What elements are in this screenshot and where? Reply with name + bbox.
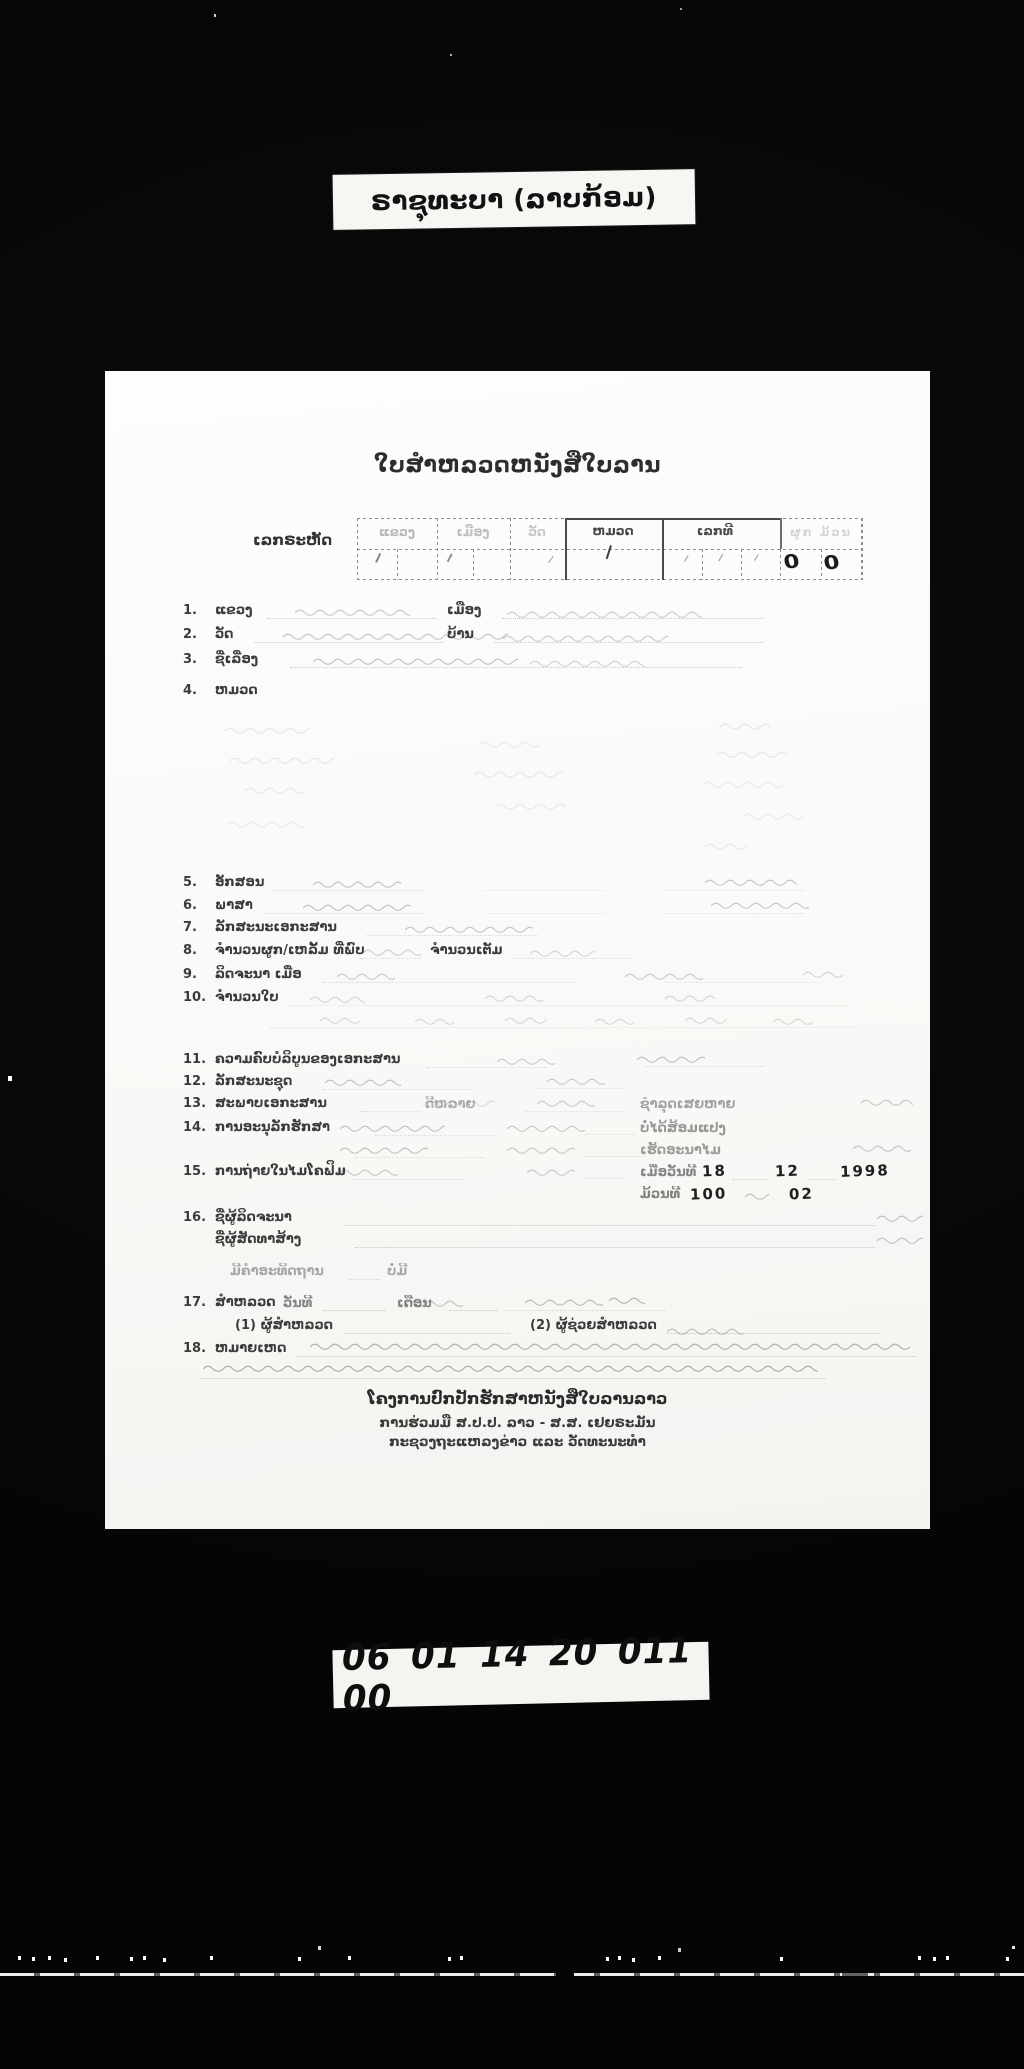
- field-15-roll-label: ມ້ວນທີ: [640, 1187, 681, 1202]
- handwriting-mark: [227, 817, 305, 836]
- field-14-preservation-label: ການອະນຸລັກຮັກສາ: [215, 1120, 330, 1135]
- handwriting-mark: [530, 946, 595, 965]
- handwriting-mark: [405, 922, 533, 941]
- handwriting-mark: [743, 809, 803, 828]
- dotted-leader: [485, 889, 605, 891]
- field-9-composed-label: ລິດຈະນາ ເມື່ອ: [215, 967, 302, 982]
- film-scratch-gap: [556, 1972, 574, 1976]
- handwriting-mark: [340, 1143, 428, 1162]
- field-14-option-norepair: ບໍ່ໄດ້ສ້ອມແປງ: [640, 1121, 726, 1136]
- handwriting-mark: [310, 992, 365, 1011]
- field-15-number: 15.: [183, 1164, 207, 1179]
- handwriting-mark: [245, 783, 305, 802]
- dotted-leader: [585, 1177, 625, 1179]
- col-temple: ວັດ: [528, 524, 546, 539]
- field-4-section-label: ຫມວດ: [215, 683, 258, 698]
- field-15-microfilm-label: ການຖ່າຍໃນໄມໂຄຟິມ: [215, 1164, 346, 1179]
- handwritten-sequence: 02: [788, 1184, 815, 1204]
- field-1-number: 1.: [183, 603, 197, 618]
- field-16-sponsor-label: ຊື່ຜູ້ສັດທາສ້າງ: [215, 1232, 302, 1247]
- field-12-set-label: ລັກສະນະຊຸດ: [215, 1074, 293, 1089]
- col-number: ເລກທີ: [696, 523, 734, 538]
- handwriting-mark: [505, 1013, 547, 1032]
- handwriting-mark: [717, 747, 787, 766]
- handwritten-year: 1998: [839, 1161, 891, 1181]
- col-section: ຫມວດ: [592, 523, 634, 538]
- frame-code-text: 06 01 14 20 011 00: [341, 1630, 693, 1721]
- field-18-number: 18.: [183, 1341, 207, 1356]
- field-17-surveyed-label: ສຳຫລວດ: [215, 1295, 276, 1310]
- handwriting-mark: [745, 1189, 769, 1208]
- film-speck: [8, 1076, 12, 1081]
- film-speck-cluster: [18, 1956, 21, 1960]
- dotted-leader: [323, 1309, 385, 1311]
- film-top-label: [333, 169, 696, 230]
- handwriting-mark: [720, 719, 770, 738]
- handwriting-mark: [480, 737, 540, 756]
- handwriting-mark: [320, 1013, 360, 1032]
- handwriting-mark: [625, 969, 703, 988]
- col-bundle-roll: ຜູກ ມ້ວນ: [790, 525, 852, 539]
- table-border: [861, 518, 863, 580]
- film-scratch-gap: [842, 1972, 868, 1976]
- field-16-author-label: ຊື່ຜູ້ລິດຈະນາ: [215, 1210, 292, 1225]
- dotted-leader: [349, 1278, 381, 1280]
- field-13-condition-label: ສະພາບເອກະສານ: [215, 1096, 327, 1111]
- field-11-completeness-label: ຄວາມຄົບບໍລິບູນຂອງເອກະສານ: [215, 1052, 401, 1067]
- handwriting-mark: [337, 969, 395, 988]
- field-5-script-label: ອັກສອນ: [215, 875, 265, 890]
- field-17-number: 17.: [183, 1295, 207, 1310]
- dotted-leader: [485, 912, 605, 914]
- handwritten-day: 18: [701, 1161, 728, 1181]
- handwriting-mark: [537, 1096, 595, 1115]
- handwriting-mark: [415, 1014, 455, 1033]
- handwriting-mark: [703, 777, 783, 796]
- handwriting-mark: [325, 1075, 401, 1094]
- table-border: [662, 518, 664, 580]
- field-13-option-good: ດີຫລາຍ: [425, 1097, 476, 1112]
- handwriting-mark: [225, 723, 310, 742]
- handwriting-mark: [877, 1211, 923, 1230]
- col-province: ແຂວງ: [378, 524, 416, 539]
- handwriting-mark: [705, 839, 747, 858]
- handwriting-mark: [527, 1165, 575, 1184]
- handwriting-mark: [547, 1074, 605, 1093]
- field-1-district-label: ເມືອງ: [447, 603, 482, 618]
- field-14-number: 14.: [183, 1120, 207, 1135]
- table-border: [357, 579, 862, 580]
- film-top-label-text: ຣາຊຸທະບາ (ລາບກ້ອມ): [370, 182, 658, 217]
- field-10-leaves-label: ຈຳນວນໃບ: [215, 990, 279, 1005]
- handwriting-mark: [340, 1121, 445, 1140]
- handwritten-zero: 0: [781, 550, 802, 574]
- handwriting-mark: [283, 629, 508, 648]
- handwriting-mark: [485, 991, 543, 1010]
- field-3-title-label: ຊື່ເລື່ອງ: [215, 652, 259, 667]
- dotted-leader: [290, 1004, 850, 1006]
- table-border: [437, 518, 438, 580]
- dotted-leader: [809, 1178, 835, 1180]
- dotted-leader: [345, 1332, 510, 1334]
- handwriting-mark: [877, 1233, 923, 1252]
- col-district: ເມືອງ: [456, 524, 490, 539]
- dotted-leader: [585, 1133, 635, 1135]
- field-17-day-label: ວັນທີ: [283, 1296, 313, 1311]
- handwriting-mark: [685, 1013, 727, 1032]
- dotted-leader: [733, 1178, 767, 1180]
- field-10-number: 10.: [183, 990, 207, 1005]
- handwriting-mark: [861, 1095, 913, 1114]
- handwriting-mark: [310, 1339, 910, 1358]
- handwriting-mark: [313, 877, 401, 896]
- handwriting-mark: [530, 656, 645, 675]
- field-2-village-label: ບ້ານ: [447, 627, 474, 642]
- field-2-number: 2.: [183, 627, 197, 642]
- handwritten-zero: 0: [821, 551, 842, 575]
- table-border: [357, 518, 358, 580]
- field-15-date-label: ເມື່ອວັນທີ: [640, 1165, 697, 1180]
- dotted-leader: [345, 1224, 875, 1226]
- code-number-label: ເລກຣະຫັດ: [253, 531, 333, 549]
- handwriting-mark: [363, 945, 421, 964]
- handwritten-month: 12: [774, 1161, 801, 1181]
- table-border: [473, 549, 474, 580]
- field-11-number: 11.: [183, 1052, 207, 1067]
- field-8-number: 8.: [183, 943, 197, 958]
- dotted-leader: [585, 1155, 645, 1157]
- film-scratch-line: [0, 1973, 1024, 1976]
- field-12-number: 12.: [183, 1074, 207, 1089]
- handwriting-mark: [427, 1096, 495, 1115]
- field-17-assistant-label: (2) ຜູ້ຊ່ວຍສຳຫລວດ: [530, 1318, 657, 1333]
- dotted-leader: [395, 981, 575, 983]
- film-speck: [450, 54, 452, 56]
- table-border: [780, 549, 781, 580]
- field-17-month-label: ເດືອນ: [397, 1296, 432, 1311]
- field-7-doctype-label: ລັກສະນະເອກະສານ: [215, 920, 337, 935]
- field-9-number: 9.: [183, 967, 197, 982]
- table-border: [780, 518, 782, 549]
- handwriting-mark: [711, 898, 809, 917]
- handwriting-mark: [609, 1293, 645, 1312]
- field-18-remarks-label: ຫມາຍເຫດ: [215, 1341, 287, 1356]
- handwriting-mark: [340, 1165, 398, 1184]
- survey-form-page: [105, 371, 930, 1529]
- table-border: [565, 518, 567, 580]
- handwriting-mark: [495, 799, 565, 818]
- handwriting-mark: [230, 753, 335, 772]
- field-8-bundles-label: ຈຳນວນຜູກ/ເຫລັ້ມ ທີ່ພົບ: [215, 943, 365, 958]
- field-16-number: 16.: [183, 1210, 207, 1225]
- handwriting-mark: [803, 967, 843, 986]
- field-5-number: 5.: [183, 875, 197, 890]
- handwriting-mark: [507, 1143, 575, 1162]
- footer-cooperation-line: ການຮ່ວມມື ສ.ປ.ປ. ລາວ - ສ.ສ. ເຢຍຣະມັນ: [379, 1415, 656, 1431]
- field-1-province-label: ແຂວງ: [215, 603, 253, 618]
- handwriting-mark: [637, 1052, 705, 1071]
- handwriting-mark: [405, 1296, 463, 1315]
- handwriting-mark: [503, 631, 668, 650]
- field-7-number: 7.: [183, 920, 197, 935]
- field-17-surveyor-label: (1) ຜູ້ສຳຫລວດ: [235, 1318, 333, 1333]
- film-speck: [214, 14, 216, 17]
- field-13-number: 13.: [183, 1096, 207, 1111]
- field-2-temple-label: ວັດ: [215, 627, 234, 642]
- field-3-number: 3.: [183, 652, 197, 667]
- handwriting-mark: [507, 607, 702, 626]
- field-6-language-label: ພາສາ: [215, 898, 253, 913]
- handwritten-roll-number: 100: [689, 1184, 728, 1204]
- field-16-none-label: ບໍ່ມີ: [387, 1264, 408, 1279]
- footer-ministry-line: ກະຊວງຖະແຫລງຂ່າວ ແລະ ວັດທະນະທຳ: [389, 1434, 646, 1450]
- handwriting-mark: [303, 900, 411, 919]
- handwriting-mark: [497, 1054, 555, 1073]
- field-6-number: 6.: [183, 898, 197, 913]
- film-speck: [680, 8, 682, 10]
- field-8-total-label: ຈຳນວນເຕັມ: [430, 943, 503, 958]
- table-border: [565, 518, 780, 520]
- field-4-number: 4.: [183, 683, 197, 698]
- handwriting-mark: [595, 1014, 635, 1033]
- handwriting-mark: [313, 654, 518, 673]
- handwriting-mark: [203, 1361, 818, 1380]
- handwriting-mark: [665, 991, 715, 1010]
- handwriting-mark: [705, 875, 797, 894]
- handwriting-mark: [507, 1121, 585, 1140]
- field-16-prayer-label: ມີຄຳອະທິດຖານ: [230, 1264, 324, 1279]
- handwriting-mark: [525, 1295, 603, 1314]
- form-title: ໃບສຳຫລວດຫນັງສືໃບລານ: [374, 453, 661, 478]
- table-border: [510, 518, 511, 580]
- dotted-leader: [355, 1246, 875, 1248]
- handwriting-mark: [475, 767, 563, 786]
- table-border: [702, 549, 703, 580]
- field-14-option-cleaned: ເຮັດອະນາໄມ: [640, 1143, 721, 1158]
- handwriting-mark: [773, 1014, 813, 1033]
- film-speck: [1012, 1946, 1015, 1949]
- dotted-leader: [360, 1110, 420, 1112]
- table-border: [741, 549, 742, 580]
- table-border: [397, 549, 398, 580]
- footer-project-line: ໂຄງການປົກປັກຮັກສາຫນັງສືໃບລານລາວ: [367, 1389, 668, 1408]
- field-13-option-damaged: ຊຳລຸດເສຍຫາຍ: [640, 1097, 736, 1112]
- handwriting-mark: [853, 1141, 911, 1160]
- handwriting-mark: [295, 605, 410, 624]
- frame-code-label: [332, 1630, 709, 1721]
